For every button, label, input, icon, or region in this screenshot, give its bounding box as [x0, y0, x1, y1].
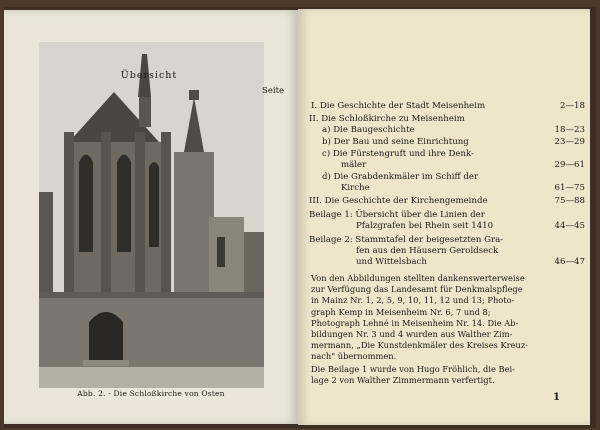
toc-entry: Pfalzgrafen bei Rhein seit 1410	[356, 221, 494, 231]
toc-title: Übersicht	[120, 70, 178, 81]
toc-pages: 18—23	[554, 125, 585, 135]
toc-entry: Kirche	[341, 183, 370, 193]
toc-entry: d) Die Grabdenkmäler im Schiff der	[322, 172, 479, 182]
paragraph-line: nach" übernommen.	[311, 351, 397, 362]
toc-entry: und Wittelsbach	[356, 257, 427, 267]
paragraph-line: Photograph Lehné in Meisenheim Nr. 14. Die Ab-	[311, 317, 519, 328]
figure-caption: Abb. 2. - Die Schloßkirche von Osten	[77, 389, 225, 398]
toc-column-header: Seite	[262, 86, 285, 96]
church-photograph	[39, 42, 264, 388]
paragraph-line: in Mainz Nr. 1, 2, 5, 9, 10, 11, 12 und 13; Photo-	[311, 295, 515, 306]
toc-entry: Beilage 2: Stammtafel der beigesetzten Gra-	[309, 235, 504, 245]
paragraph-line: mermann, „Die Kunstdenkmäler des Kreises Kreuz-	[311, 340, 529, 351]
toc-pages: 2—18	[560, 101, 585, 111]
acknowledgement-paragraph	[311, 273, 571, 363]
toc-entry: fen aus den Häusern Geroldseck	[356, 246, 499, 256]
paragraph-line: Von den Abbildungen stellten dankenswerterweise	[311, 273, 525, 283]
paragraph-line: zur Verfügung das Landesamt für Denkmalspflege	[311, 284, 523, 295]
page-number: 1	[553, 392, 560, 403]
paragraph-line: graph Kemp in Meisenheim Nr. 6, 7 und 8;	[311, 306, 491, 317]
toc-entry: c) Die Fürstengruft und ihre Denk-	[322, 149, 474, 159]
credits-paragraph	[311, 364, 571, 386]
toc-entry: III. Die Geschichte der Kirchengemeinde	[309, 196, 488, 206]
toc-entry: I. Die Geschichte der Stadt Meisenheim	[311, 101, 486, 111]
toc-pages: 46—47	[554, 257, 585, 267]
toc-entry: II. Die Schloßkirche zu Meisenheim	[309, 114, 465, 124]
toc-pages: 29—61	[554, 160, 585, 170]
toc-entry: a) Die Baugeschichte	[322, 125, 415, 135]
toc-pages: 75—88	[554, 196, 585, 206]
toc-entry: Beilage 1: Übersicht über die Linien der	[309, 210, 485, 220]
toc-entry: b) Der Bau und seine Einrichtung	[322, 137, 469, 147]
paragraph-line: bildungen Nr. 3 und 4 wurden aus Walther Zim-	[311, 329, 513, 340]
toc-pages: 61—75	[554, 183, 585, 193]
toc-pages: 23—29	[554, 137, 585, 147]
paragraph-line: lage 2 von Walther Zimmermann verfertigt.	[311, 375, 495, 386]
paragraph-line: Die Beilage 1 wurde von Hugo Fröhlich, die Bei-	[311, 364, 515, 374]
toc-entry: mäler	[341, 160, 367, 170]
toc-pages: 44—45	[554, 221, 585, 231]
